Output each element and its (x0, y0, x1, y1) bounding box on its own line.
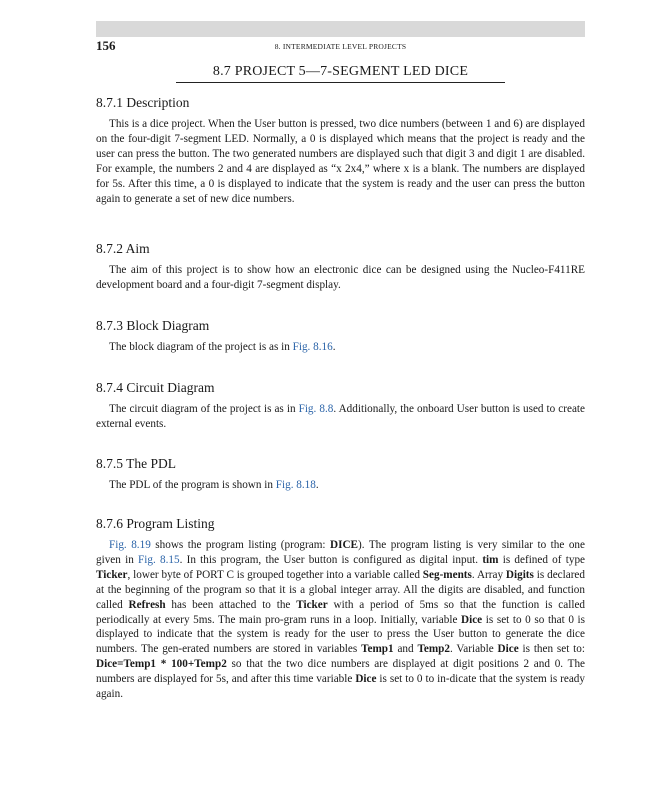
page-number: 156 (96, 38, 116, 53)
figure-link[interactable]: Fig. 8.16 (292, 341, 333, 353)
subsection-heading: 8.7.5 The PDL (96, 456, 176, 471)
figure-link[interactable]: Fig. 8.8 (298, 403, 334, 415)
figure-link[interactable]: Fig. 8.18 (275, 479, 316, 491)
subsection-heading: 8.7.2 Aim (96, 241, 150, 256)
subsection-pdl (96, 456, 585, 493)
subsection-program-listing (96, 516, 585, 702)
section-title: 8.7 PROJECT 5—7-SEGMENT LED DICE (176, 64, 505, 83)
circuit-diagram-paragraph: The circuit diagram of the project is as in Fig. 8.8. Additionally, the onboard User button is used to create external events. (96, 403, 586, 430)
pdl-paragraph: The PDL of the program is shown in Fig. 8.18. (109, 479, 319, 491)
subsection-heading: 8.7.6 Program Listing (96, 516, 215, 531)
figure-link[interactable]: Fig. 8.15 (138, 553, 180, 566)
running-head: 8. INTERMEDIATE LEVEL PROJECTS (274, 42, 407, 51)
program-listing-paragraph: Fig. 8.19 shows the program listing (program: DICE). The program listing is very similar to the one given in Fig. 8.15. In this program, the User button is configured as digital input. tim is defined of type Ticker, lower byte of PORT C is grouped together into a variable called Seg-ments. Array Digits is declared at the beginning of the program so that it is a global integer array. All the digits are disabled, and function called Refresh has been attached to the Ticker with a period of 5ms so that the function is called periodically at every 5ms. The main pro-gram runs in a loop. Initially, variable Dice is set to 0 so that 0 is displayed to indicate that the system is ready for the user to press the User button to generate the dice numbers. The gen-erated numbers are stored in variables Temp1 and Temp2. Variable Dice is then set to: Dice=Temp1 * 100+Temp2 so that the two dice numbers are displayed at digit positions 2 and 0. The numbers are displayed for 5s, and after this time variable Dice is set to 0 to in-dicate that the system is ready again. (96, 539, 586, 701)
figure-link[interactable]: Fig. 8.19 (109, 539, 151, 551)
subsection-heading: 8.7.4 Circuit Diagram (96, 380, 215, 395)
subsection-block-diagram (96, 318, 585, 355)
subsection-aim (96, 241, 585, 293)
aim-paragraph: The aim of this project is to show how an electronic dice can be designed using the Nucleo-F411RE development board and a four-digit 7-segment display. (96, 264, 585, 291)
subsection-heading: 8.7.3 Block Diagram (96, 318, 210, 333)
subsection-circuit-diagram (96, 380, 585, 432)
header-bar (96, 21, 585, 37)
subsection-heading: 8.7.1 Description (96, 95, 190, 110)
subsection-description (96, 95, 585, 206)
description-paragraph: This is a dice project. When the User button is pressed, two dice numbers (between 1 and 6) are displayed on the four-digit 7-segment LED. Normally, a 0 is displayed which means that the project is ready and the user can press the button. The two generated numbers are displayed such that digit 3 and digit 1 are disabled. For example, the numbers 2 and 4 are displayed as “x 2x4,” where x is a blank. The numbers are displayed for 5s. After this time, a 0 is displayed to indicate that the system is ready and the user can press the button again to generate a set of new dice numbers. (96, 118, 585, 205)
block-diagram-paragraph: The block diagram of the project is as in Fig. 8.16. (109, 341, 336, 353)
